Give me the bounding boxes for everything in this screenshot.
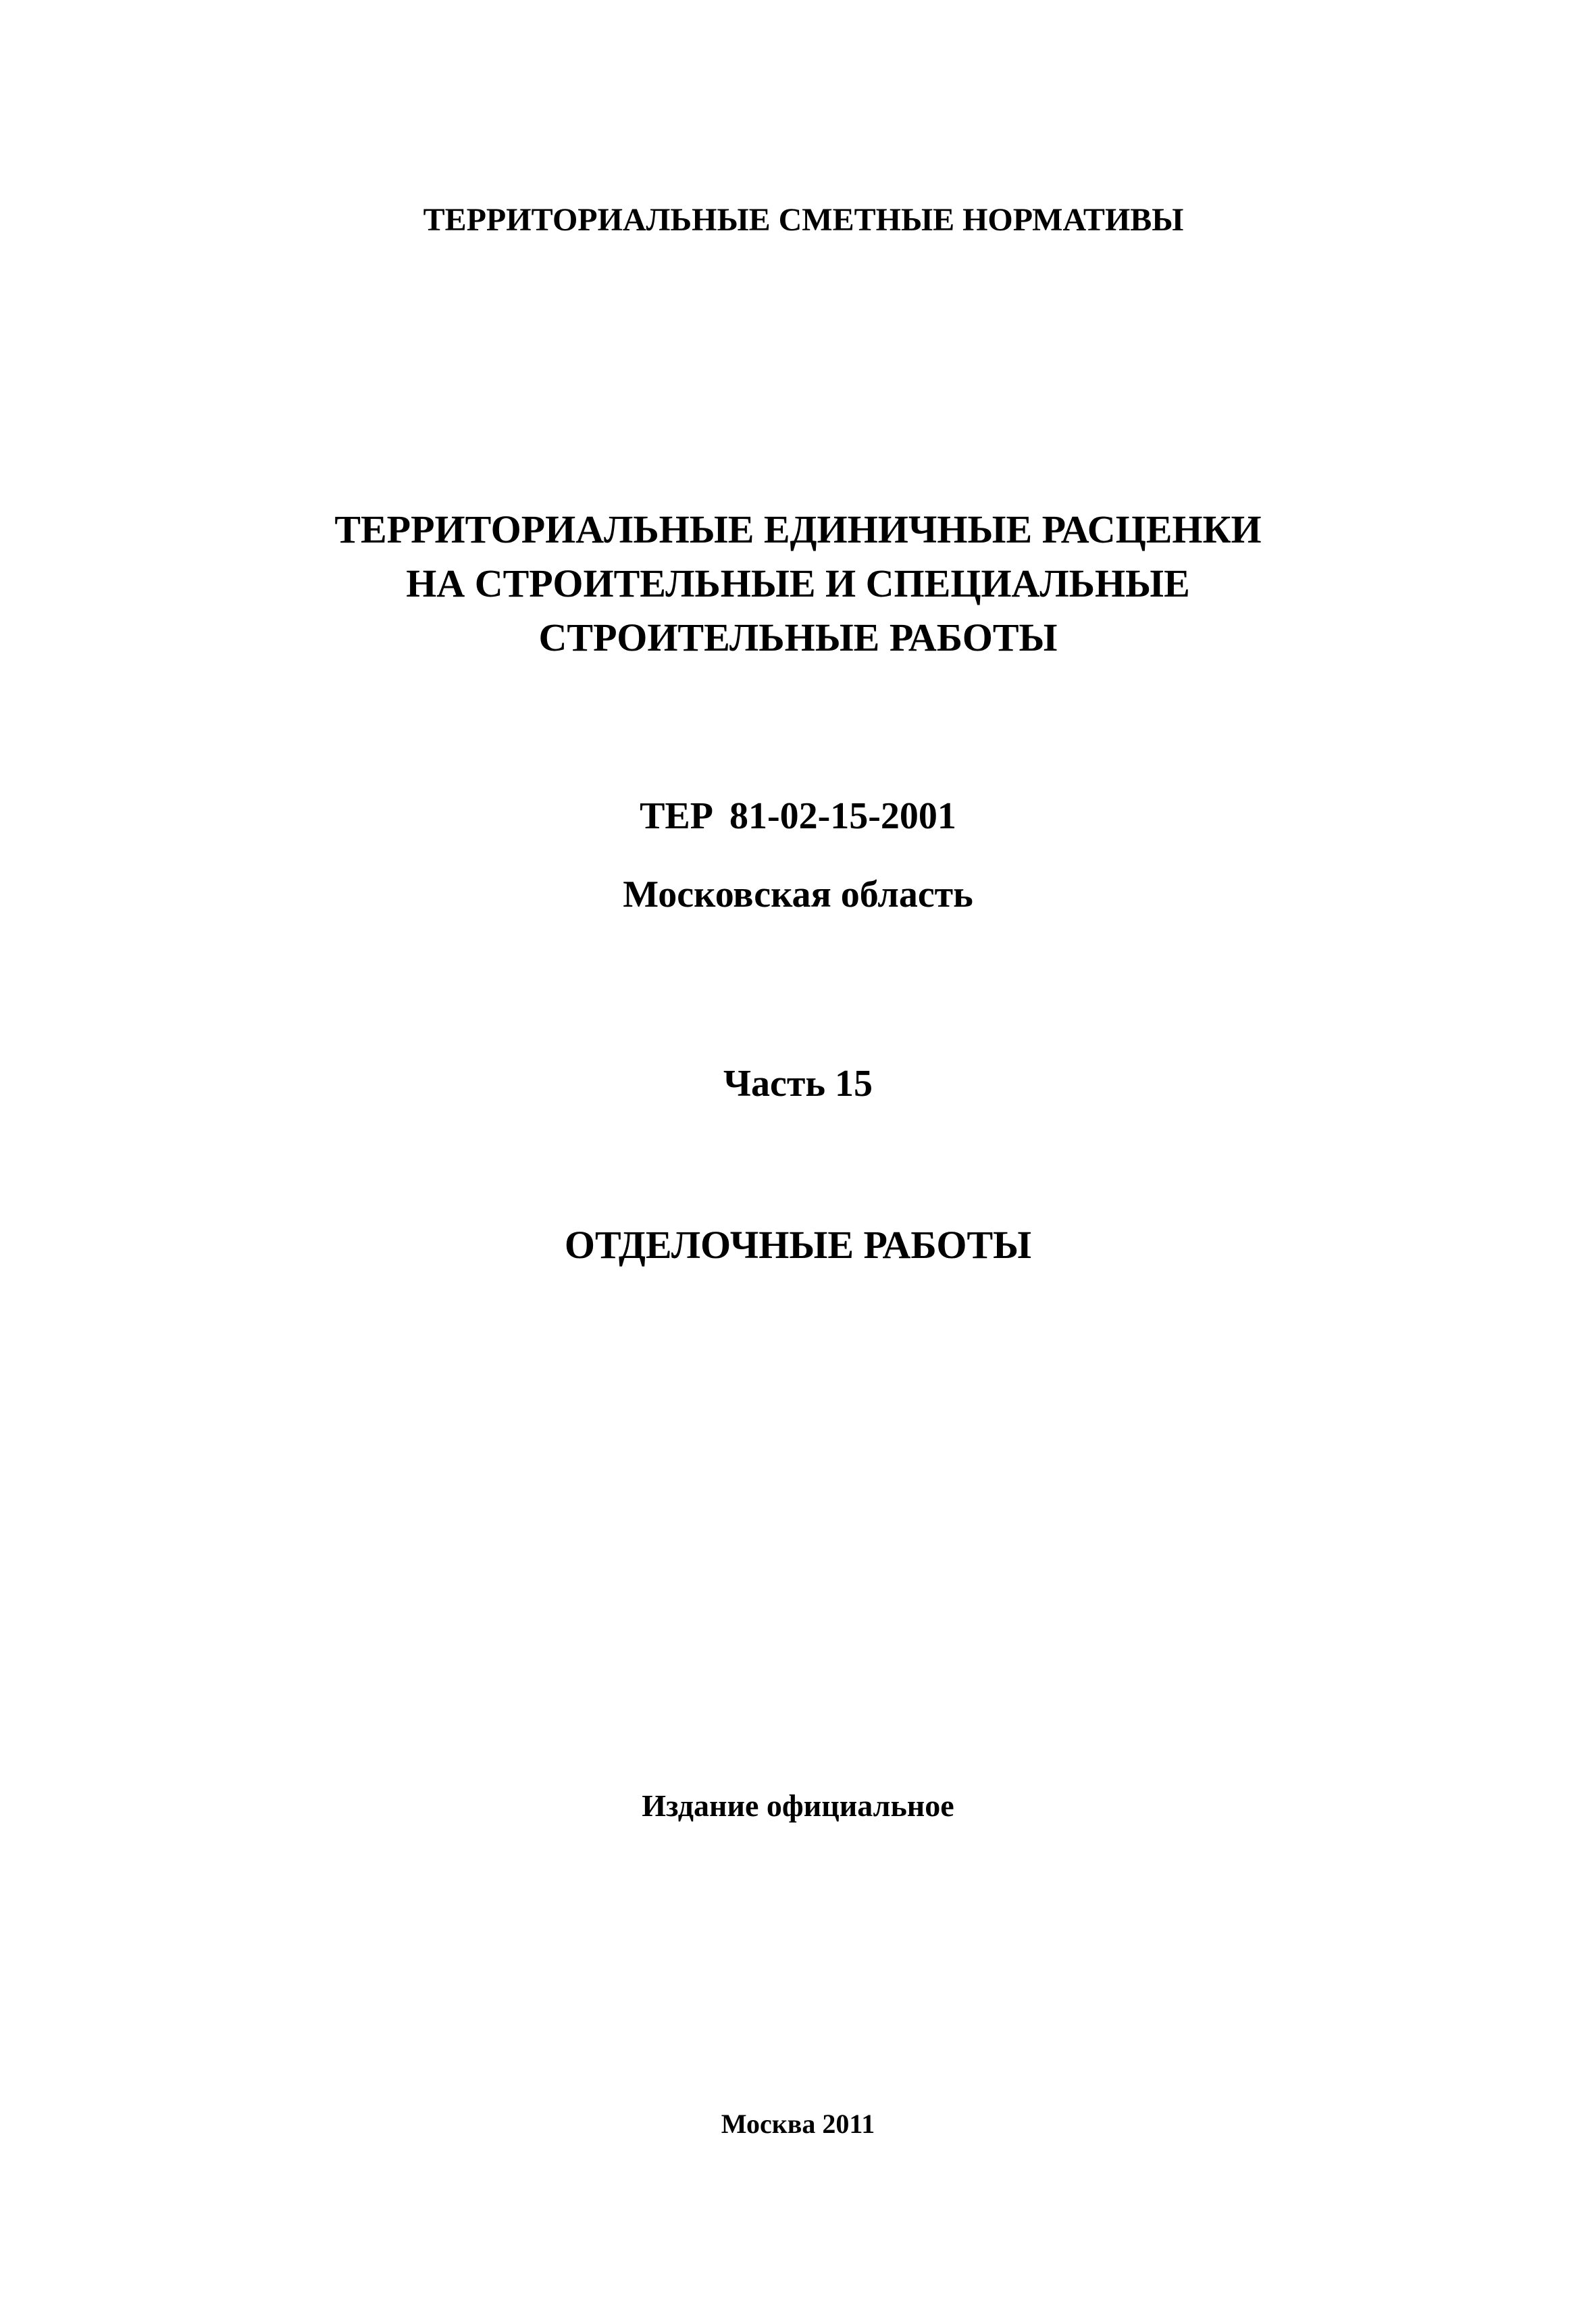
edition-label: Издание официальное: [642, 1788, 954, 1823]
title-line-3: СТРОИТЕЛЬНЫЕ РАБОТЫ: [538, 615, 1058, 659]
series-heading: ТЕРРИТОРИАЛЬНЫЕ СМЕТНЫЕ НОРМАТИВЫ: [423, 202, 1184, 238]
document-code: ТЕР 81-02-15-2001: [640, 795, 956, 837]
section-title: ОТДЕЛОЧНЫЕ РАБОТЫ: [564, 1223, 1032, 1267]
part-number: Часть 15: [723, 1063, 873, 1105]
document-title: [0, 503, 1596, 665]
region-name: Московская область: [623, 874, 973, 915]
title-line-1: ТЕРРИТОРИАЛЬНЫЕ ЕДИНИЧНЫЕ РАСЦЕНКИ: [334, 507, 1262, 551]
title-line-2: НА СТРОИТЕЛЬНЫЕ И СПЕЦИАЛЬНЫЕ: [406, 561, 1190, 605]
publication-place-year: Москва 2011: [721, 2109, 875, 2139]
